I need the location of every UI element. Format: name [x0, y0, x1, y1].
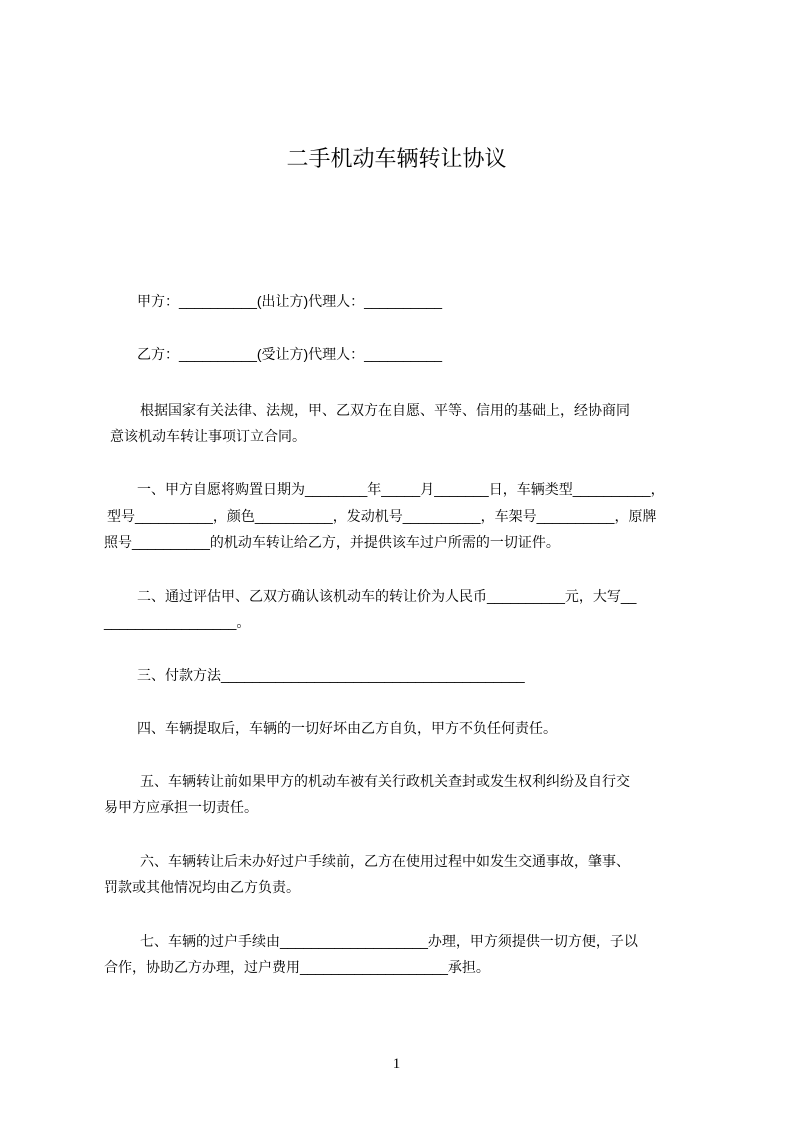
- clause1-line-3: 照号__________的机动车转让给乙方，并提供该车过户所需的一切证件。: [104, 534, 560, 550]
- clause6-line-2: 罚款或其他情况均由乙方负责。: [104, 879, 300, 895]
- clause7-line-2: 合作，协助乙方办理，过户费用___________________承担。: [104, 959, 490, 975]
- clause3-line: 三、付款方法_______________________________________: [137, 667, 525, 683]
- clause5-line-1: 五、车辆转让前如果甲方的机动车被有关行政机关查封或发生权利纠纷及自行交: [140, 773, 630, 789]
- party-a-line: 甲方：__________(出让方)代理人：__________: [137, 293, 443, 309]
- preamble-line-2: 意该机动车转让事项订立合同。: [110, 428, 306, 444]
- clause5-line-2: 易甲方应承担一切责任。: [104, 799, 258, 815]
- clause1-line-1: 一、甲方自愿将购置日期为________年_____月_______日，车辆类型__________，: [137, 481, 665, 497]
- page-number: 1: [392, 1056, 401, 1072]
- clause1-line-2: 型号__________，颜色__________，发动机号__________，车架号__________，原牌: [107, 508, 657, 524]
- document-title: 二手机动车辆转让协议: [286, 146, 507, 171]
- clause4-line: 四、车辆提取后，车辆的一切好坏由乙方自负，甲方不负任何责任。: [137, 720, 557, 736]
- clause2-line-2: _________________。: [104, 614, 251, 630]
- clause7-line-1: 七、车辆的过户手续由___________________办理，甲方须提供一切方便，子以: [140, 933, 638, 949]
- preamble-line-1: 根据国家有关法律、法规，甲、乙双方在自愿、平等、信用的基础上，经协商同: [140, 402, 630, 418]
- clause6-line-1: 六、车辆转让后未办好过户手续前，乙方在使用过程中如发生交通事故，肇事、: [140, 853, 630, 869]
- party-b-line: 乙方：__________(受让方)代理人：__________: [137, 346, 443, 362]
- clause2-line-1: 二、通过评估甲、乙双方确认该机动车的转让价为人民币__________元，大写__: [137, 588, 637, 604]
